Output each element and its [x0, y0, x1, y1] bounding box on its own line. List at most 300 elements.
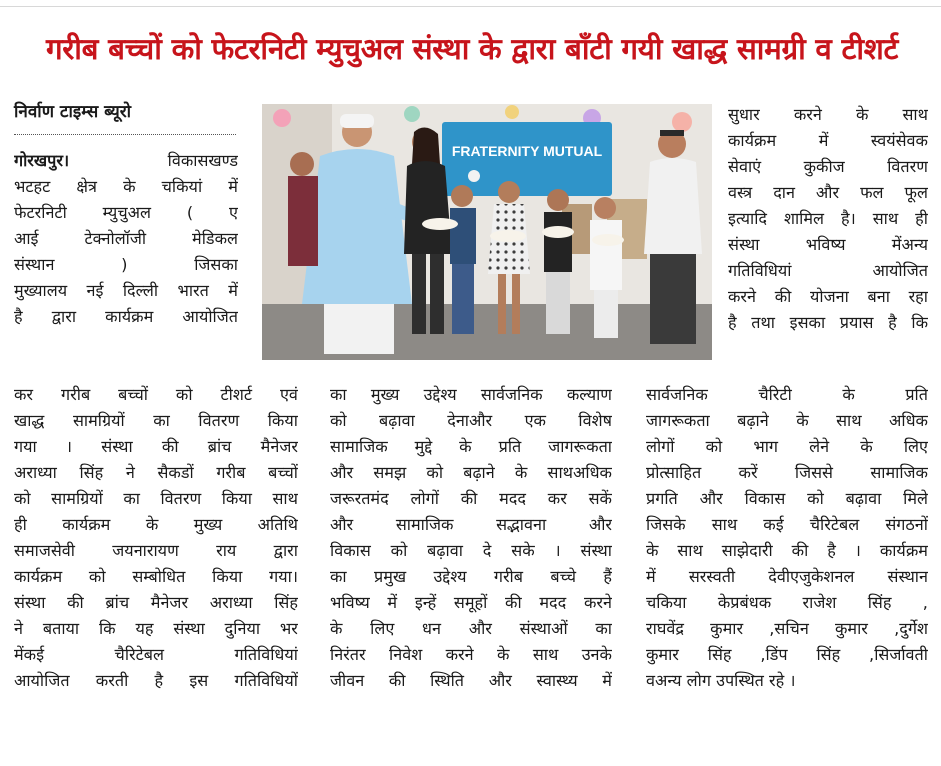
column-1-top [14, 148, 238, 330]
word: उद्देश्य [423, 385, 457, 404]
photo-illustration [262, 104, 712, 360]
word: फल [860, 183, 884, 202]
word: म्युचुअल [102, 203, 151, 222]
word: वितरण [160, 489, 202, 508]
word: कार्यक्रम [62, 515, 111, 534]
word: भर [279, 619, 298, 638]
word: उद्देश्य [433, 567, 467, 586]
word: केप्रबंधक [717, 593, 772, 612]
word: इत्यादि [728, 209, 768, 228]
word: प्रति [905, 385, 928, 404]
word: सिंह [707, 645, 732, 664]
word: कुकीज [803, 157, 845, 176]
word: भाग [753, 437, 779, 456]
word: कई [763, 515, 784, 534]
word: सामग्रियों [51, 489, 103, 508]
word: मिले [903, 489, 928, 508]
col2-line [330, 616, 612, 642]
word: कार्यक्रम [105, 307, 154, 326]
word: की [460, 489, 478, 508]
word: बढ़ाने [737, 411, 769, 430]
word: प्रयास [839, 313, 874, 332]
word: सिंह [79, 463, 104, 482]
word: मेंअन्य [891, 235, 928, 254]
word: कर [14, 385, 34, 404]
word: प्रमुख [373, 567, 407, 586]
word: को [426, 463, 444, 482]
word: द्वारा [273, 541, 298, 560]
byline-divider [14, 134, 236, 135]
word: इसका [789, 313, 826, 332]
col3-line [646, 434, 928, 460]
word: ब्रांच [207, 437, 232, 456]
word: साथ [532, 645, 559, 664]
word: कार्यक्रम [879, 541, 928, 560]
col3-line: वअन्य लोग उपस्थित रहे । [646, 671, 796, 690]
word: मैनेजर [260, 437, 298, 456]
word: करती [95, 671, 129, 690]
word: । [554, 541, 561, 560]
dateline: गोरखपुर। [14, 151, 70, 170]
col1-line [14, 564, 298, 590]
word: वितरण [887, 157, 928, 176]
word: किया [267, 411, 298, 430]
word: साथ [902, 105, 928, 124]
col1-line [14, 512, 298, 538]
column-3-bottom [646, 382, 928, 694]
word: है [728, 313, 737, 332]
word: अधिक [889, 411, 928, 430]
word: के [860, 437, 873, 456]
word: ,सिर्जावती [869, 645, 928, 664]
word: सेवाएं [728, 157, 762, 176]
col1-line [14, 616, 298, 642]
word: निवेश [389, 645, 423, 664]
word: कर [547, 489, 567, 508]
word: जयनारायण [112, 541, 179, 560]
word: देनाऔर [447, 411, 493, 430]
word: को [705, 437, 723, 456]
word: भटहट [14, 177, 51, 196]
col3-line [728, 206, 928, 232]
word: बढ़ावा [845, 489, 882, 508]
word: कुमार [834, 619, 868, 638]
word: में [387, 593, 398, 612]
word: । [854, 541, 861, 560]
word: हैं [603, 567, 612, 586]
col3-line [646, 564, 928, 590]
word: चैरिटेबल [809, 515, 860, 534]
col2-line [330, 642, 612, 668]
word: स्वास्थ्य [536, 671, 578, 690]
word: है [14, 307, 23, 326]
word: राजेश [802, 593, 837, 612]
word: का [123, 489, 140, 508]
word: दुनिया [224, 619, 261, 638]
word: विकास [744, 489, 786, 508]
word: वितरण [198, 411, 240, 430]
word: साथअधिक [547, 463, 612, 482]
word: और [815, 183, 840, 202]
word: गतिविधियां [234, 645, 298, 664]
word: शामिल [783, 209, 825, 228]
word: समझ [373, 463, 407, 482]
word: सकें [588, 489, 612, 508]
word: दान [773, 183, 795, 202]
col2-line [330, 590, 612, 616]
top-border [0, 0, 941, 7]
word: सिंह [867, 593, 892, 612]
word: और [488, 671, 512, 690]
word: बढ़ावा [427, 541, 463, 560]
word: गरीब [61, 385, 91, 404]
word: धन [422, 619, 441, 638]
word: विकास [330, 541, 371, 560]
col1-line [14, 200, 238, 226]
col2-line [330, 538, 612, 564]
word: की [67, 593, 84, 612]
word: की [388, 671, 406, 690]
word: प्रोत्साहित [646, 463, 702, 482]
word: की [505, 593, 522, 612]
word: ( [186, 203, 194, 222]
word: अराध्या [209, 593, 253, 612]
word: की [161, 437, 179, 456]
col3-line [728, 128, 928, 154]
word: सामाजिक [870, 463, 928, 482]
word: को [390, 541, 408, 560]
word: में [228, 281, 238, 300]
col1-line [14, 668, 298, 694]
word: के [330, 619, 343, 638]
word: । [65, 437, 73, 456]
word: और [699, 489, 723, 508]
word: एक [524, 411, 546, 430]
word: कल्याण [566, 385, 612, 404]
word: सामग्रियों [72, 411, 125, 430]
col3-line [646, 512, 928, 538]
word: का [595, 619, 612, 638]
word: और [330, 463, 354, 482]
word: में [818, 131, 829, 150]
word: सामाजिक [330, 437, 388, 456]
banner-text: FRATERNITY MUTUAL [451, 143, 603, 159]
col3-line [728, 232, 928, 258]
word: का [330, 385, 347, 404]
word: स्वयंसेवक [870, 131, 928, 150]
word: चैरिटी [758, 385, 792, 404]
col1-line [14, 278, 238, 304]
word: एवं [279, 385, 298, 404]
word: सुधार [728, 105, 760, 124]
word: को [175, 385, 193, 404]
word: करने [445, 645, 474, 664]
word: के [123, 177, 136, 196]
word: टेक्नोलॉजी [84, 229, 147, 248]
column-1-bottom [14, 382, 298, 694]
word: फूल [904, 183, 928, 202]
word: है [888, 313, 897, 332]
word: गरीब [493, 567, 523, 586]
word: नई [86, 281, 104, 300]
word: के [145, 515, 159, 534]
word: कुमार [710, 619, 744, 638]
word: द्वारा [51, 307, 77, 326]
word: और [468, 619, 492, 638]
word: विशेष [578, 411, 612, 430]
word: सार्वजनिक [646, 385, 708, 404]
word: गया [14, 437, 37, 456]
column-2 [330, 382, 612, 694]
word: ए [229, 203, 238, 222]
word: बढ़ावा [379, 411, 415, 430]
word: करें [738, 463, 758, 482]
word: के [842, 385, 855, 404]
word: करने [583, 593, 612, 612]
col3-line [646, 590, 928, 616]
word: साथ [272, 489, 298, 508]
word: की [774, 287, 792, 306]
word: और [588, 515, 612, 534]
word: गतिविधियों [234, 671, 298, 690]
col3-line [728, 154, 928, 180]
word: और [330, 515, 354, 534]
col3-line [646, 538, 928, 564]
col3-line [646, 382, 928, 408]
word: कि [911, 313, 928, 332]
word: का [153, 411, 170, 430]
word: लोगों [646, 437, 675, 456]
col1-line [14, 460, 298, 486]
word: लोगों [410, 489, 439, 508]
word: सामाजिक [395, 515, 454, 534]
word: चकियां [161, 177, 203, 196]
word: प्रगति [646, 489, 678, 508]
word: संस्थान [14, 255, 55, 274]
word: फेटरनिटी [14, 203, 67, 222]
col1-line [14, 408, 298, 434]
word: जिसके [646, 515, 686, 534]
word: तथा [751, 313, 775, 332]
word: कार्यक्रम [728, 131, 777, 150]
word: का [330, 567, 347, 586]
word: संस्था [14, 593, 46, 612]
word: सम्बोधित [132, 567, 186, 586]
word: करने [728, 287, 757, 306]
col1-line [14, 382, 298, 408]
word: आयोजित [872, 261, 928, 280]
word: रहा [908, 287, 928, 306]
word: खाद्ध [14, 411, 45, 430]
word: बना [867, 287, 890, 306]
word: राय [216, 541, 237, 560]
word: के [459, 437, 472, 456]
word: संस्थान [887, 567, 928, 586]
word: के [855, 105, 869, 124]
word: के [646, 541, 659, 560]
col1-line [14, 590, 298, 616]
word: ,डिंप [760, 645, 788, 664]
col1-line [14, 304, 238, 330]
word: इस [189, 671, 209, 690]
word: मैनेजर [150, 593, 189, 612]
word: सद्भावना [496, 515, 547, 534]
word: समूहों [453, 593, 488, 612]
word: वस्त्र [728, 183, 753, 202]
word: टीशर्ट [220, 385, 253, 404]
col1-line [14, 642, 298, 668]
word: है। [841, 209, 856, 228]
word: जिससे [794, 463, 833, 482]
word: समाजसेवी [14, 541, 75, 560]
col3-line [646, 486, 928, 512]
word: मुद्दे [414, 437, 433, 456]
word: संस्था [173, 619, 205, 638]
word: संस्था [728, 235, 760, 254]
col1-line [14, 226, 238, 252]
word: बच्चे [550, 567, 576, 586]
col2-line [330, 408, 612, 434]
word: में [646, 567, 656, 586]
word: जीवन [330, 671, 365, 690]
col2-line [330, 486, 612, 512]
word: साथ [711, 515, 738, 534]
word: राघवेंद्र [646, 619, 684, 638]
word: सके [511, 541, 535, 560]
word: साथ [836, 411, 862, 430]
word: अराध्या [14, 463, 57, 482]
word: जिसका [194, 255, 238, 274]
word: भारत [177, 281, 209, 300]
word: है [154, 671, 164, 690]
word: बच्चों [118, 385, 148, 404]
word: संस्था [580, 541, 612, 560]
word: को [330, 411, 347, 430]
word: ने [125, 463, 135, 482]
word: संस्थाओं [519, 619, 568, 638]
word: कि [98, 619, 116, 638]
word: को [14, 489, 31, 508]
col3-line [646, 460, 928, 486]
col3-line [646, 642, 928, 668]
word: सिंह [816, 645, 841, 664]
word: बच्चों [268, 463, 298, 482]
word: में [602, 671, 612, 690]
word: सार्वजनिक [480, 385, 543, 404]
word: दे [482, 541, 492, 560]
word: है [827, 541, 836, 560]
word: चैरिटेबल [114, 645, 165, 664]
word: किया [221, 489, 252, 508]
byline: निर्वाण टाइम्स ब्यूरो [14, 102, 132, 122]
word: मेडिकल [192, 229, 238, 248]
word: करने [793, 105, 822, 124]
word: ही [915, 209, 928, 228]
word: स्थिति [430, 671, 465, 690]
col1-first-line [14, 148, 238, 174]
word: के [796, 411, 809, 430]
word: उनके [581, 645, 612, 664]
word: इन्हें [414, 593, 437, 612]
col2-line [330, 434, 612, 460]
word: बढ़ाने [463, 463, 495, 482]
word: मदद [499, 489, 526, 508]
word: कुमार [646, 645, 679, 664]
word: ब्रांच [105, 593, 130, 612]
headline: गरीब बच्चों को फेटरनिटी म्युचुअल संस्था के द्वारा बाँटी गयी खाद्ध सामग्री व टीशर्ट [45, 32, 899, 66]
word: मुख्यालय [14, 281, 68, 300]
word: गया। [269, 567, 298, 586]
word: के [497, 645, 510, 664]
word: , [922, 593, 928, 612]
word: चकिया [646, 593, 687, 612]
word: लिए [903, 437, 928, 456]
word: सिंह [274, 593, 298, 612]
word: सरस्वती [688, 567, 736, 586]
word: साथ [677, 541, 703, 560]
col3-line [728, 102, 928, 128]
word: अतिथि [257, 515, 298, 534]
word: आयोजित [14, 671, 70, 690]
col1-line [14, 252, 238, 278]
col2-line [330, 382, 612, 408]
news-photo [262, 104, 712, 360]
col2-line [330, 668, 612, 694]
word: मुख्य [370, 385, 400, 404]
word: ही [14, 515, 27, 534]
col3-line [728, 258, 928, 284]
col1-line [14, 434, 298, 460]
word: संस्था [101, 437, 133, 456]
col2-line [330, 460, 612, 486]
word: को [807, 489, 824, 508]
col1-line [14, 486, 298, 512]
word: लेने [809, 437, 830, 456]
word: ,दुर्गेश [894, 619, 928, 638]
word: को [88, 567, 106, 586]
word: ) [121, 255, 128, 274]
col3-line [728, 180, 928, 206]
word: मदद [539, 593, 567, 612]
word: ,सचिन [769, 619, 809, 638]
word: गतिविधियां [728, 261, 792, 280]
word: योजना [810, 287, 849, 306]
word: आयोजित [182, 307, 238, 326]
word: बताया [42, 619, 80, 638]
col3-line [728, 310, 928, 336]
word: साझेदारी [721, 541, 773, 560]
word: ने [14, 619, 23, 638]
col1-line [14, 174, 238, 200]
word: सैकडों [157, 463, 194, 482]
word: साथ [872, 209, 899, 228]
word: मुख्य [193, 515, 223, 534]
word: गरीब [216, 463, 246, 482]
col1-line [14, 538, 298, 564]
word: आई [14, 229, 39, 248]
col3-line [728, 284, 928, 310]
word: मेंकई [14, 645, 45, 664]
word: जरूरतमंद [330, 489, 389, 508]
col3-line [646, 408, 928, 434]
word: जागरूकता [548, 437, 612, 456]
word: संगठनों [885, 515, 928, 534]
col3-line [646, 616, 928, 642]
word: प्रति [498, 437, 522, 456]
column-3-top [728, 102, 928, 336]
word: देवीएजुकेशनल [768, 567, 855, 586]
word: दिल्ली [122, 281, 159, 300]
